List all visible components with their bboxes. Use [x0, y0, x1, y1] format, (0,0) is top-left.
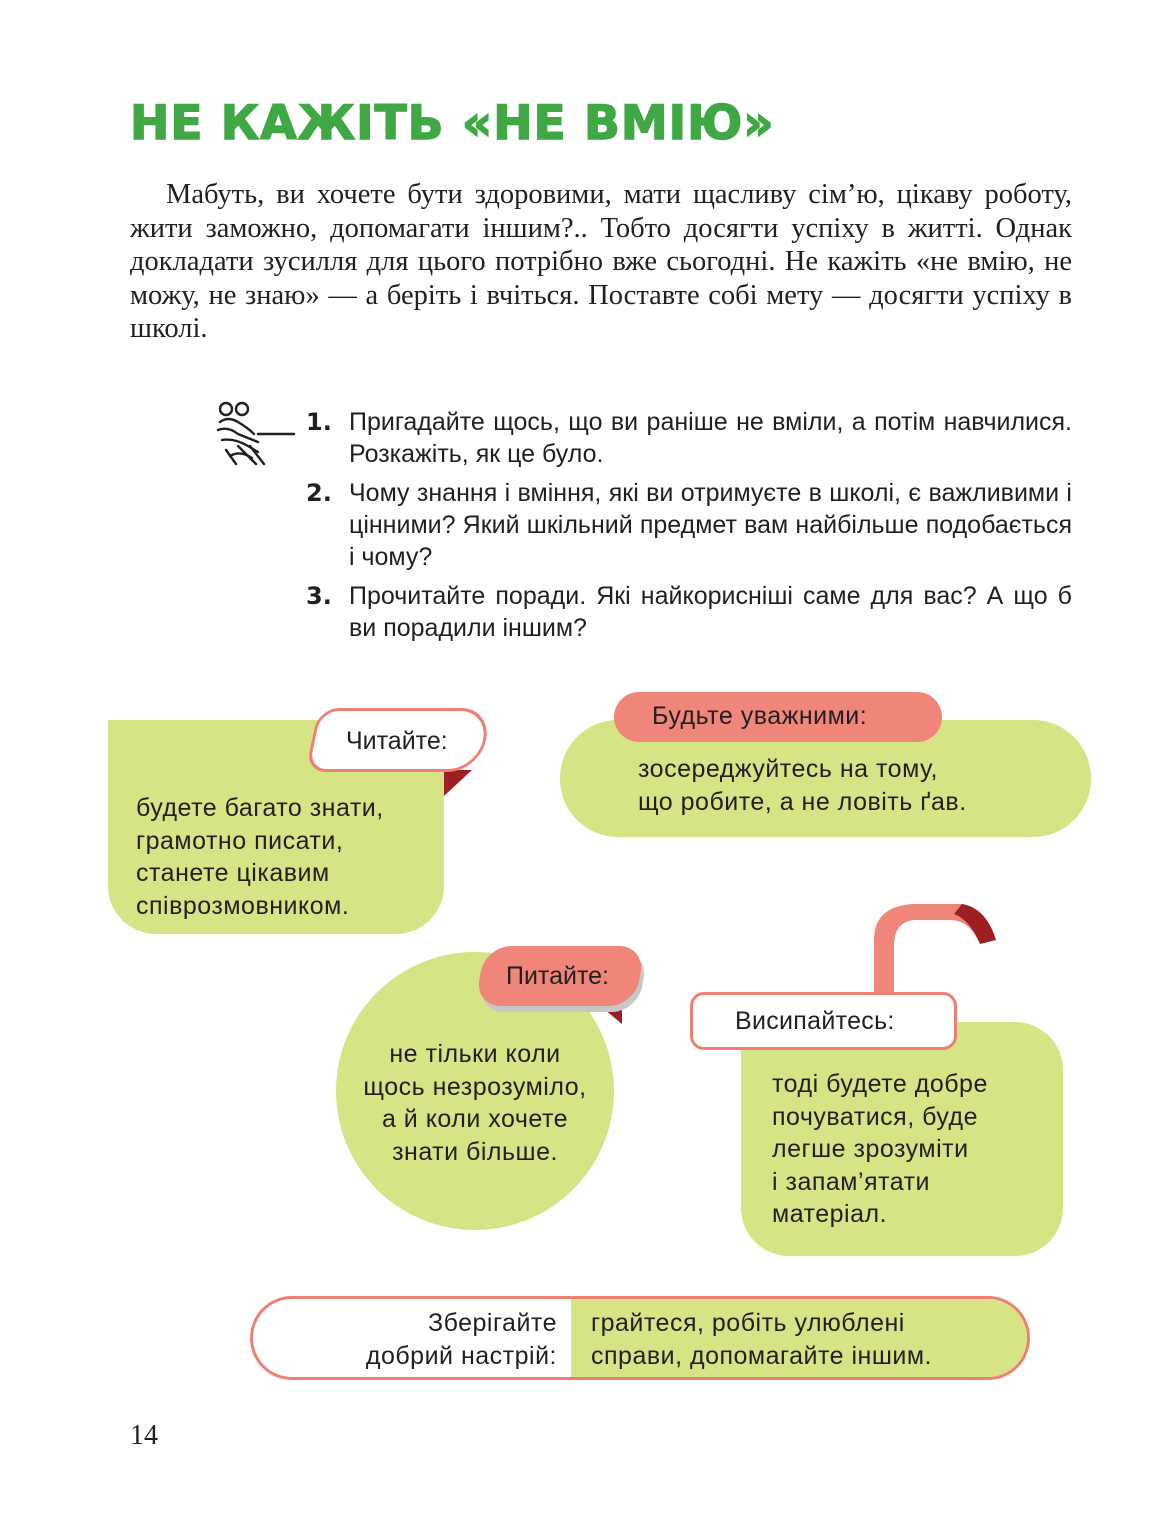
question-list [306, 406, 1072, 651]
tip-read-text: будете багато знати, грамотно писати, станете цікавим співрозмовником. [136, 794, 384, 920]
question-number: 1. [306, 408, 332, 436]
ribbon-fold [444, 770, 472, 796]
tip-mood-text: грайтеся, робіть улюблені справи, допомагайте іншим. [591, 1309, 932, 1370]
tip-read-label: Читайте: [346, 727, 448, 755]
tip-attention-label: Будьте уважними: [652, 702, 868, 730]
ribbon-fold [598, 1004, 622, 1024]
tip-ask-text: не тільки коли щось незрозуміло, а й коли хочете знати більше. [363, 1040, 587, 1166]
list-item [306, 406, 1072, 470]
intro-paragraph: Мабуть, ви хочете бути здоровими, мати щасливу сім’ю, цікаву роботу, жити заможно, допомагати іншим?.. Тобто досягти успіху в житті. Однак докладати зусилля для цього потрібно вже сьогодні. Не кажіть «не вмію, не можу, не знаю» — а беріть і вчіться. Поставте собі мету — досягти успіху в школі. [130, 179, 1072, 344]
tip-mood-label: Зберігайте добрий настрій: [365, 1309, 557, 1370]
tip-ask-label: Питайте: [506, 962, 609, 990]
question-text: Чому знання і вміння, які ви отримуєте в школі, є важливими і цінними? Який шкільний предмет вам найбільше подобається і чому? [349, 479, 1072, 571]
list-item [306, 477, 1072, 573]
question-number: 2. [306, 479, 332, 507]
question-text: Пригадайте щось, що ви раніше не вміли, а потім навчилися. Розкажіть, як це було. [349, 408, 1072, 468]
tip-sleep-text: тоді будете добре почуватися, буде легше зрозуміти і запам’ятати матеріал. [772, 1070, 988, 1228]
tip-sleep-box [741, 1022, 1063, 1256]
tip-sleep-label: Висипайтесь: [735, 1007, 895, 1035]
page-number: 14 [130, 1420, 158, 1451]
tip-attention-text: зосереджуйтесь на тому, що робите, а не ловіть ґав. [638, 755, 967, 816]
question-text: Прочитайте поради. Які найкорисніші саме для вас? А що б ви порадили іншим? [349, 582, 1072, 642]
question-number: 3. [306, 582, 332, 610]
page-title: НЕ КАЖІТЬ «НЕ ВМІЮ» [130, 96, 775, 151]
group-discussion-icon [216, 400, 300, 472]
tip-mood-box [250, 1296, 1030, 1380]
list-item [306, 580, 1072, 644]
